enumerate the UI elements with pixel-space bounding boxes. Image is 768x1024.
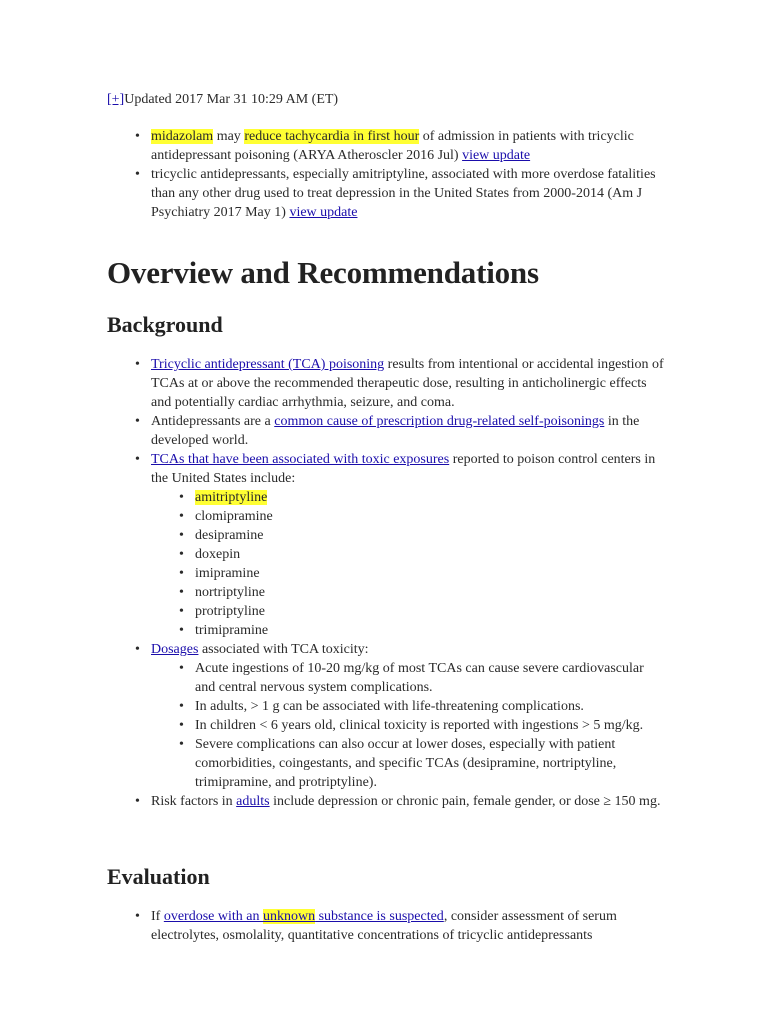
- overdose-unknown-link[interactable]: overdose with an unknown substance is suspected: [163, 909, 444, 924]
- drug-list: [151, 488, 667, 640]
- adults-link[interactable]: adults: [236, 794, 270, 809]
- list-item: • TCAs that have been associated with toxic exposures reported to poison control centers in the United States include: • amitriptyline • clomipramine • desipramine • doxepin • imipramine • nortriptyline • protriptyline • trimipramine: [107, 450, 667, 640]
- update-line: [107, 92, 338, 108]
- list-item: • If overdose with an unknown substance is suspected, consider assessment of serum electrolytes, osmolality, quantitative concentrations of tricyclic antidepressants: [107, 907, 667, 945]
- dosage-list: [151, 659, 667, 792]
- section-heading-background: Background: [107, 312, 223, 337]
- toxic-exposures-link[interactable]: TCAs that have been associated with toxic exposures: [151, 452, 450, 467]
- list-item: • amitriptyline: [151, 488, 667, 507]
- tca-poisoning-link[interactable]: Tricyclic antidepressant (TCA) poisoning: [151, 357, 385, 372]
- background-list: [107, 355, 667, 811]
- list-item: • imipramine: [151, 564, 667, 583]
- list-item: • In children < 6 years old, clinical toxicity is reported with ingestions > 5 mg/kg.: [151, 716, 667, 735]
- list-item: • trimipramine: [151, 621, 667, 640]
- list-item: • desipramine: [151, 526, 667, 545]
- dosages-link[interactable]: Dosages: [151, 642, 199, 657]
- evaluation-list: [107, 907, 667, 945]
- list-item: • Risk factors in adults include depression or chronic pain, female gender, or dose ≥ 150 mg.: [107, 792, 667, 811]
- updated-timestamp: Updated 2017 Mar 31 10:29 AM (ET): [124, 92, 339, 107]
- list-item: • midazolam may reduce tachycardia in first hour of admission in patients with tricyclic antidepressant poisoning (ARYA Atheroscler 2016 Jul) view update: [107, 127, 667, 165]
- highlight: midazolam: [151, 129, 214, 144]
- expand-link[interactable]: [+]: [107, 92, 125, 107]
- list-item: • tricyclic antidepressants, especially amitriptyline, associated with more overdose fatalities than any other drug used to treat depression in the United States from 2000-2014 (Am J Psychiatry 2017 May 1) view update: [107, 165, 667, 222]
- list-item: • doxepin: [151, 545, 667, 564]
- list-item: • clomipramine: [151, 507, 667, 526]
- highlight: reduce tachycardia in first hour: [244, 129, 420, 144]
- list-item: • Severe complications can also occur at lower doses, especially with patient comorbidities, coingestants, and specific TCAs (desipramine, nortriptyline, trimipramine, and protriptyline).: [151, 735, 667, 792]
- view-update-link[interactable]: view update: [289, 205, 358, 220]
- updates-list: [107, 127, 667, 222]
- list-item: • In adults, > 1 g can be associated with life-threatening complications.: [151, 697, 667, 716]
- page-title: Overview and Recommendations: [107, 255, 539, 290]
- list-item: • Antidepressants are a common cause of prescription drug-related self-poisonings in the developed world.: [107, 412, 667, 450]
- list-item: • Acute ingestions of 10-20 mg/kg of most TCAs can cause severe cardiovascular and central nervous system complications.: [151, 659, 667, 697]
- list-item: • protriptyline: [151, 602, 667, 621]
- list-item: • Dosages associated with TCA toxicity: • Acute ingestions of 10-20 mg/kg of most TCAs can cause severe cardiovascular and central nervous system complications. • In adults, > 1 g can be associated with life-threatening complications. • In children < 6 years old, clinical toxicity is reported with ingestions > 5 mg/kg. • Severe complications can also occur at lower doses, especially with patient comorbidities, coingestants, and specific TCAs (desipramine, nortriptyline, trimipramine, and protriptyline).: [107, 640, 667, 792]
- list-item: • nortriptyline: [151, 583, 667, 602]
- list-item: • Tricyclic antidepressant (TCA) poisoning results from intentional or accidental ingestion of TCAs at or above the recommended therapeutic dose, resulting in anticholinergic effects and potentially cardiac arrhythmia, seizure, and coma.: [107, 355, 667, 412]
- view-update-link[interactable]: view update: [462, 148, 531, 163]
- section-heading-evaluation: Evaluation: [107, 864, 210, 889]
- self-poisoning-link[interactable]: common cause of prescription drug-related self-poisonings: [274, 414, 605, 429]
